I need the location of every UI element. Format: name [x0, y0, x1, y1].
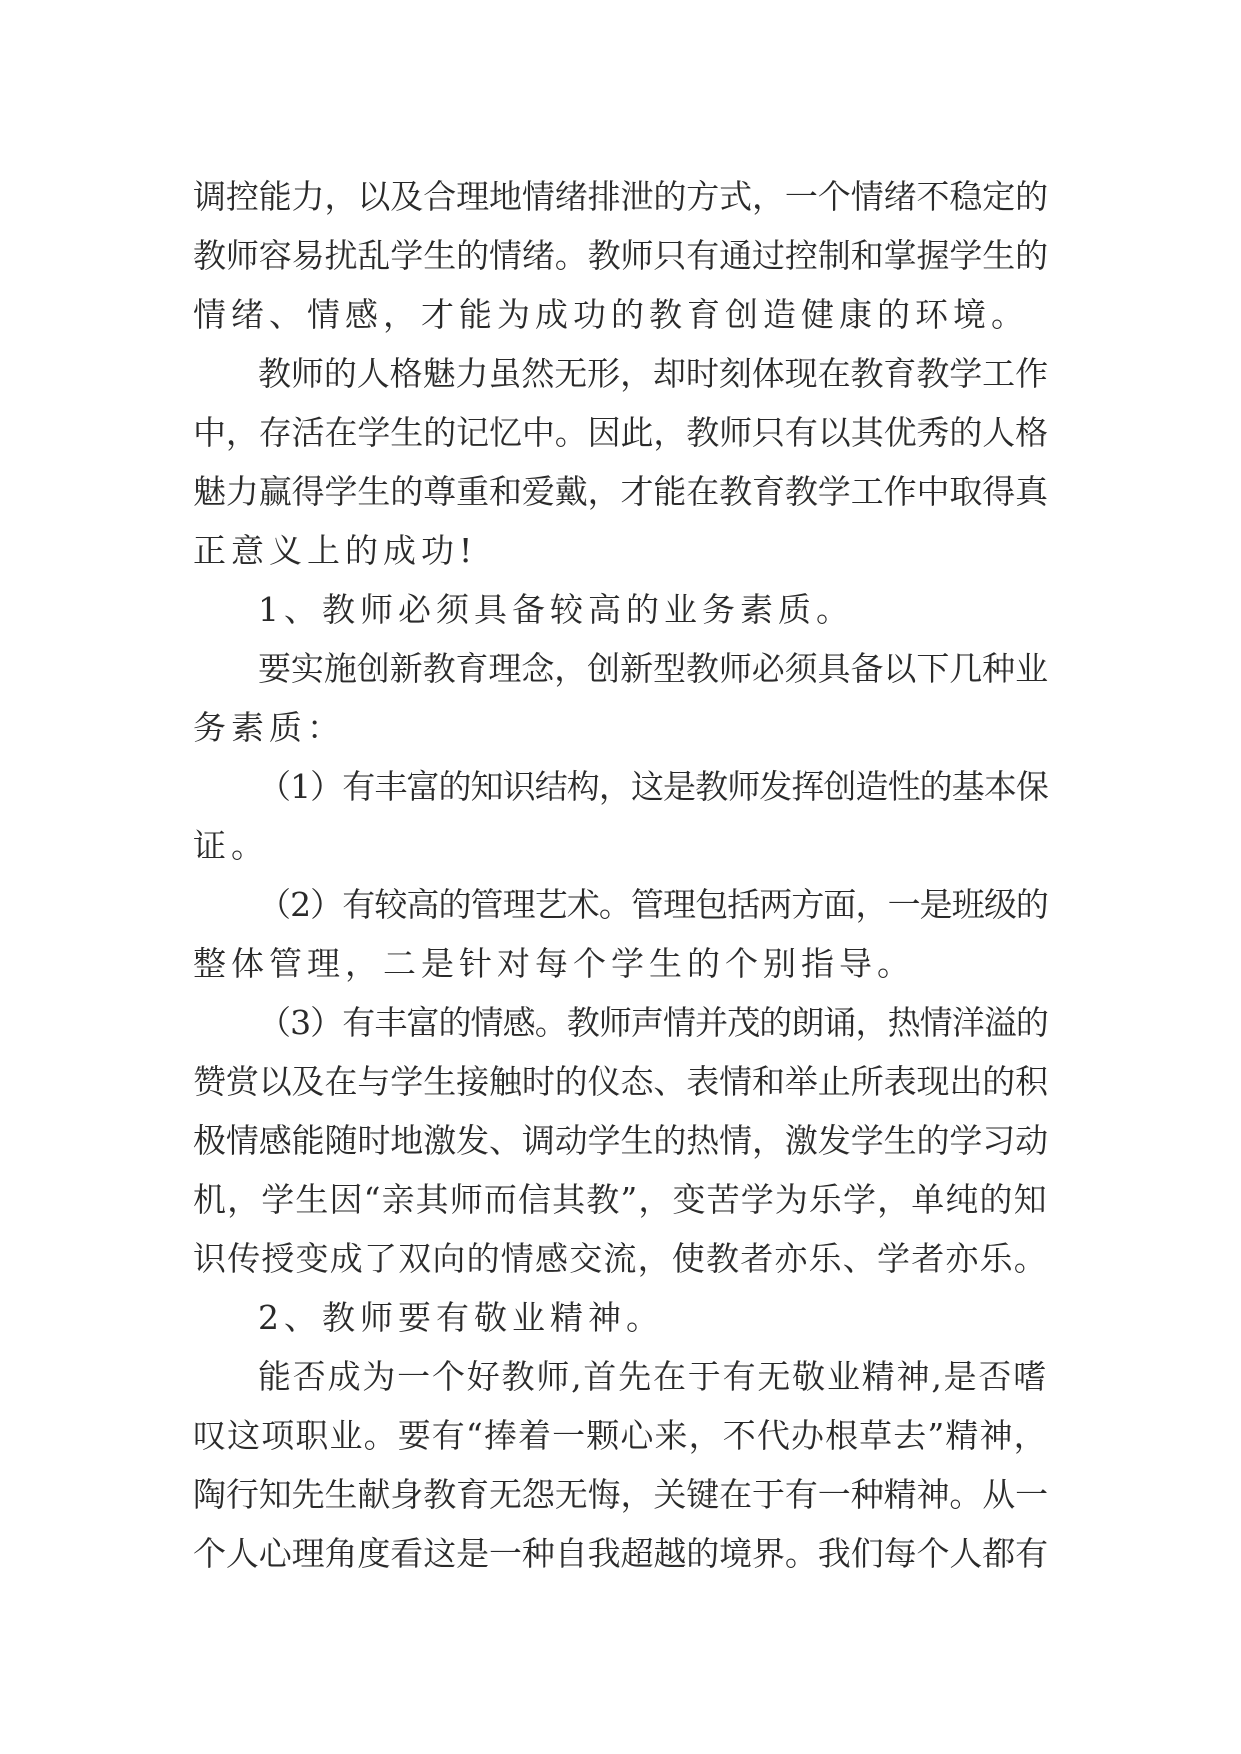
text-line: 证。 — [193, 826, 269, 865]
section-heading: 1、教师必须具备较高的业务素质。 — [258, 590, 854, 629]
text-line: 陶行知先生献身教育无怨无悔，关键在于有一种精神。从一 — [193, 1475, 1049, 1514]
paragraph-first-line: 能否成为一个好教师,首先在于有无敬业精神,是否嗜 — [258, 1357, 1048, 1396]
paragraph-first-line: 要实施创新教育理念，创新型教师必须具备以下几种业 — [258, 649, 1049, 688]
text-line: 教师容易扰乱学生的情绪。教师只有通过控制和掌握学生的 — [193, 236, 1049, 275]
section-heading: 2、教师要有敬业精神。 — [258, 1298, 664, 1337]
text-line: 情绪、情感，才能为成功的教育创造健康的环境。 — [193, 295, 1029, 334]
text-line: 魅力赢得学生的尊重和爱戴，才能在教育教学工作中取得真 — [193, 472, 1049, 511]
text-line: 机，学生因“亲其师而信其教”，变苦学为乐学，单纯的知 — [193, 1180, 1048, 1219]
text-line: 整体管理，二是针对每个学生的个别指导。 — [193, 944, 915, 983]
list-item-2: （2）有较高的管理艺术。管理包括两方面，一是班级的 — [258, 885, 1048, 924]
text-line: 个人心理角度看这是一种自我超越的境界。我们每个人都有 — [193, 1534, 1049, 1573]
text-line: 务素质： — [193, 708, 345, 747]
list-item-1: （1）有丰富的知识结构，这是教师发挥创造性的基本保 — [258, 767, 1048, 806]
text-line: 极情感能随时地激发、调动学生的热情，激发学生的学习动 — [193, 1121, 1049, 1160]
text-line: 正意义上的成功! — [193, 531, 478, 570]
text-line: 调控能力，以及合理地情绪排泄的方式，一个情绪不稳定的 — [193, 177, 1049, 216]
text-line: 赞赏以及在与学生接触时的仪态、表情和举止所表现出的积 — [193, 1062, 1049, 1101]
text-line: 识传授变成了双向的情感交流，使教者亦乐、学者亦乐。 — [193, 1239, 1048, 1278]
text-line: 中，存活在学生的记忆中。因此，教师只有以其优秀的人格 — [193, 413, 1049, 452]
list-item-3: （3）有丰富的情感。教师声情并茂的朗诵，热情洋溢的 — [258, 1003, 1048, 1042]
text-line: 叹这项职业。要有“捧着一颗心来，不代办根草去”精神， — [193, 1416, 1048, 1455]
paragraph-first-line: 教师的人格魅力虽然无形，却时刻体现在教育教学工作 — [258, 354, 1049, 393]
